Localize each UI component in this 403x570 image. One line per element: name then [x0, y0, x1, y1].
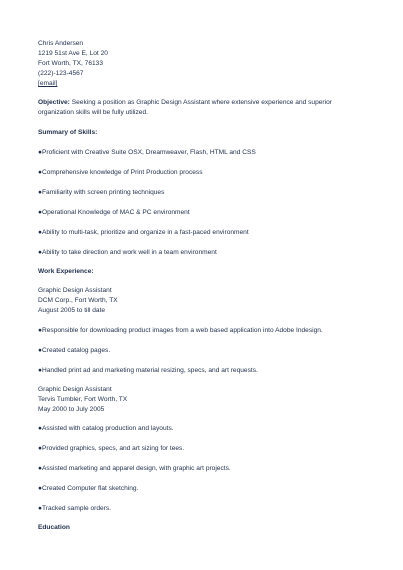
job-duty: ●Created catalog pages. — [38, 347, 111, 354]
skill-item: ●Comprehensive knowledge of Print Production process — [38, 169, 203, 176]
job-duty: ●Created Computer flat sketching. — [38, 485, 139, 492]
job-duty: ●Assisted marketing and apparel design, with graphic art projects. — [38, 465, 231, 472]
job-company: DCM Corp., Fort Worth, TX — [38, 297, 118, 304]
skills-heading: Summary of Skills: — [38, 129, 98, 136]
objective-text: Seeking a position as Graphic Design Assistant where extensive experience and superior organization skills will be fully utilized. — [38, 99, 332, 116]
job-duty: ●Tracked sample orders. — [38, 505, 111, 512]
job-duty: ●Assisted with catalog production and layouts. — [38, 425, 174, 432]
experience-heading: Work Experience: — [38, 268, 94, 275]
job-header — [38, 286, 368, 316]
contact-phone: (222)-123-4567 — [38, 70, 84, 77]
education-heading: Education — [38, 524, 70, 531]
skill-item: ●Proficient with Creative Suite OSX, Dreamweaver, Flash, HTML and CSS — [38, 149, 256, 156]
skill-item: ●Operational Knowledge of MAC & PC environment — [38, 209, 190, 216]
contact-block — [38, 39, 368, 89]
contact-address-line2: Fort Worth, TX, 76133 — [38, 60, 103, 67]
job-title: Graphic Design Assistant — [38, 386, 112, 393]
job-duty: ●Responsible for downloading product images from a web based application into Adobe Indesign. — [38, 327, 323, 334]
job-duty: ●Handled print ad and marketing material resizing, specs, and art requests. — [38, 367, 258, 374]
job-header — [38, 385, 368, 415]
job-dates: August 2005 to till date — [38, 307, 106, 314]
contact-name: Chris Andersen — [38, 40, 84, 47]
skill-item: ●Ability to multi-task, prioritize and organize in a fast-paced environment — [38, 229, 249, 236]
objective-paragraph — [38, 98, 368, 118]
objective-label: Objective: — [38, 99, 70, 106]
job-duty: ●Provided graphics, specs, and art sizing for tees. — [38, 445, 185, 452]
skill-item: ●Ability to take direction and work well in a team environment — [38, 249, 217, 256]
skill-item: ●Familiarity with screen printing techniques — [38, 189, 165, 196]
contact-address-line1: 1219 51st Ave E, Lot 20 — [38, 50, 108, 57]
job-title: Graphic Design Assistant — [38, 287, 112, 294]
contact-email[interactable]: [email] — [38, 80, 58, 87]
job-dates: May 2000 to July 2005 — [38, 406, 105, 413]
job-company: Tervis Tumbler, Fort Worth, TX — [38, 396, 128, 403]
